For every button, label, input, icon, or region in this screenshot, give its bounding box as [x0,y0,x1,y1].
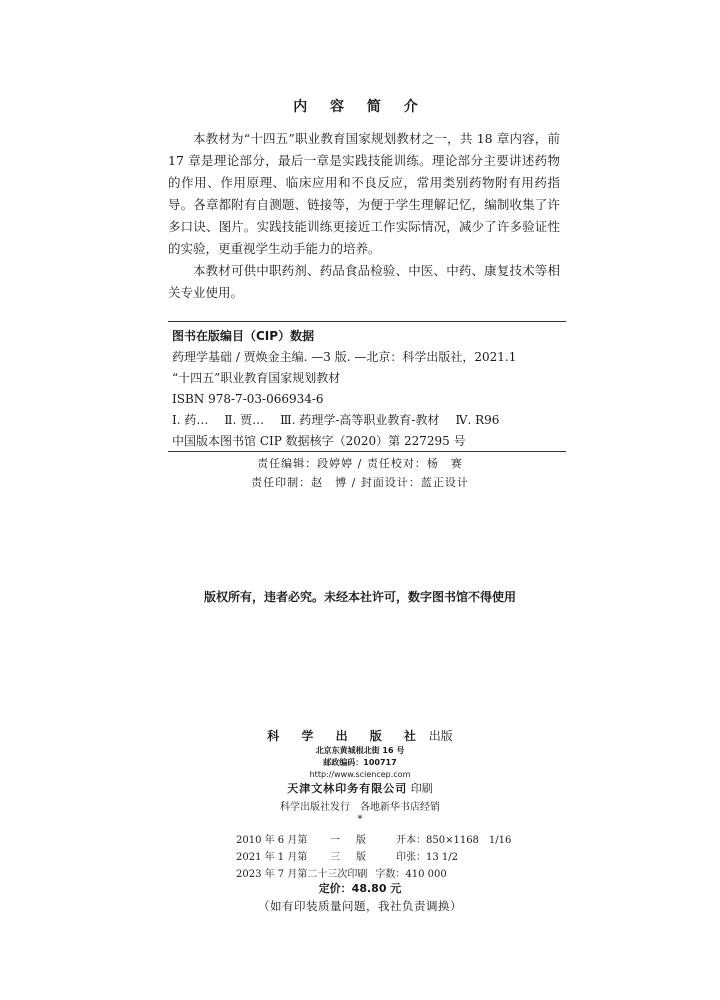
publisher-url: http://www.sciencep.com [309,770,411,779]
intro-paragraph: 本教材可供中职药剂、药品食品检验、中医、中药、康复技术等相关专业使用。 [168,263,560,300]
edition-table [236,832,511,883]
edition-kind: 版 [356,852,366,863]
cip-class-item: Ⅱ. 贾… [224,413,265,427]
separator-star: * [357,814,363,825]
cip-class-item: Ⅳ. R96 [455,413,500,427]
editors-line: 责任编辑：段婷婷 / 责任校对：杨 赛 [257,457,463,470]
edition-number: 一 [330,835,340,846]
edition-row [236,832,511,849]
edition-label: 字数： [375,869,406,880]
quality-notice: （如有印装质量问题，我社负责调换） [258,899,462,913]
cip-block [172,326,566,452]
cip-class-item: Ⅰ. 药… [172,413,209,427]
publisher-name: 科 学 出 版 社 [267,729,425,743]
intro-paragraph: 本教材为“十四五”职业教育国家规划教材之一，共 18 章内容，前 17 章是理论部分，最后一章是实践技能训练。理论部分主要讲述药物的作用、作用原理、临床应用和不良反应，常用类别药物附有用药指导。各章都附有自测题、链接等，为便于学生理解记忆，编制收集了许多口诀、图片。实践技能训练更接近工作实际情况，减少了许多验证性的实验，更重视学生动手能力的培养。 [168,131,560,256]
printer-line [0,780,720,796]
edition-label: 印张： [396,852,426,863]
cip-title-line: 药理学基础 / 贾焕金主编. —3 版. —北京：科学出版社，2021.1 [172,350,517,364]
cip-series-line: “十四五”职业教育国家规划教材 [172,371,341,385]
edition-date: 2023 年 7 月第二十三次印刷 [236,869,368,880]
cip-classification [172,410,566,431]
price: 定价：48.80 元 [318,882,402,895]
intro-body [168,128,560,304]
editors-line: 责任印制：赵 博 / 封面设计：蓝正设计 [251,476,469,489]
edition-value: 850×1168 1/16 [426,835,512,846]
cip-isbn: ISBN 978-7-03-066934-6 [172,392,324,406]
intro-title: 内 容 简 介 [293,99,427,115]
edition-value: 13 1/2 [426,852,458,863]
edition-date: 2010 年 6 月第 [236,835,308,846]
editors-credits [0,454,720,492]
edition-row [236,849,511,866]
distribution-line: 科学出版社发行 各地新华书店经销 [280,802,440,813]
edition-label: 开本： [396,835,426,846]
copyright-notice: 版权所有，违者必究。未经本社许可，数字图书馆不得使用 [203,590,516,604]
printer-suffix: 印刷 [410,782,433,795]
cip-class-item: Ⅲ. 药理学-高等职业教育-教材 [280,413,440,427]
cip-bottom-rule [168,451,566,452]
publisher-suffix: 出版 [428,729,453,743]
publisher-postcode: 邮政编码：100717 [323,758,397,767]
publisher-address: 北京东黄城根北街 16 号 [315,746,405,755]
cip-record-number: 中国版本图书馆 CIP 数据核字（2020）第 227295 号 [172,434,466,448]
publisher-line [0,727,720,744]
cip-top-rule [168,321,566,322]
edition-kind: 版 [356,835,366,846]
printer-name: 天津文林印务有限公司 [287,782,408,795]
edition-value: 410 000 [405,869,447,880]
edition-date: 2021 年 1 月第 [236,852,308,863]
edition-number: 三 [330,852,340,863]
cip-heading: 图书在版编目（CIP）数据 [172,329,315,343]
